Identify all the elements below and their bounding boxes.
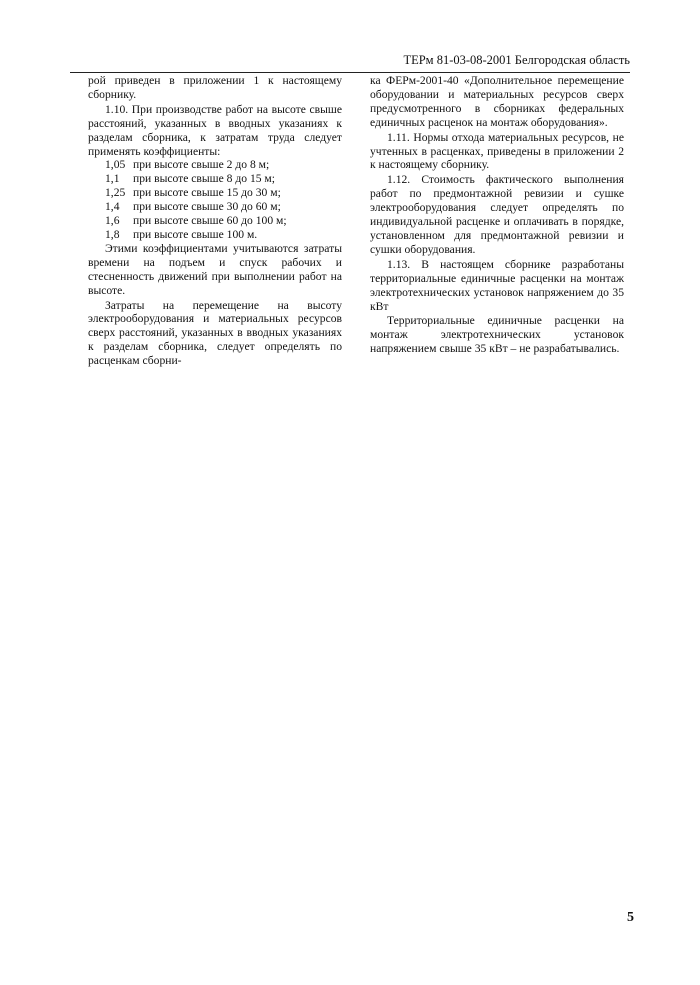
coefficient-text: при высоте свыше 60 до 100 м;	[133, 214, 287, 228]
running-header	[70, 52, 630, 73]
coefficient-text: при высоте свыше 15 до 30 м;	[133, 186, 281, 200]
coefficient-value: 1,1	[105, 172, 120, 186]
coefficient-text: при высоте свыше 2 до 8 м;	[133, 158, 270, 172]
coefficient-text: при высоте свыше 8 до 15 м;	[133, 172, 275, 186]
coefficient-item	[88, 158, 342, 172]
document-title: ТЕРм 81-03-08-2001 Белгородская область	[403, 53, 630, 67]
coefficient-list	[88, 158, 342, 241]
coefficient-text: при высоте свыше 30 до 60 м;	[133, 200, 281, 214]
paragraph-1-13: 1.13. В настоящем сборнике разработаны территориальные единичные расценки на монтаж электротехнических установок напряжением до 35 кВт	[370, 257, 624, 313]
coefficient-text: при высоте свыше 100 м.	[133, 227, 258, 241]
coefficient-value: 1,4	[105, 200, 120, 214]
coefficient-value: 1,05	[105, 158, 126, 172]
paragraph-intro: рой приведен в приложении 1 к настоящему сборнику.	[88, 74, 342, 101]
left-column	[88, 74, 342, 368]
paragraph-final: Территориальные единичные расценки на монтаж электротехнических установок напряжением свыше 35 кВт – не разрабатывались.	[370, 314, 624, 356]
coefficient-item	[88, 172, 342, 186]
coefficient-item	[88, 186, 342, 200]
coefficient-value: 1,8	[105, 227, 120, 241]
coefficient-item	[88, 214, 342, 228]
paragraph-transport: Затраты на перемещение на высоту электрооборудования и материальных ресурсов сверх расстояний, указанных в вводных указаниях к разделам сборника, следует определять по расценкам сборни-	[88, 298, 342, 368]
coefficient-item	[88, 228, 342, 242]
coefficient-value: 1,25	[105, 186, 126, 200]
coefficient-value: 1,6	[105, 214, 120, 228]
paragraph-continuation: ка ФЕРм-2001-40 «Дополнительное перемещение оборудовании и материальных ресурсов сверх предусмотренного в сборниках федеральных единичных расценок на монтаж оборудования».	[370, 74, 624, 129]
paragraph-1-10: 1.10. При производстве работ на высоте свыше расстояний, указанных в вводных указаниях к разделам сборника, к затратам труда следует применять коэффициенты:	[88, 102, 342, 158]
page-number: 5	[627, 910, 634, 925]
paragraph-1-12: 1.12. Стоимость фактического выполнения работ по предмонтажной ревизии и сушке электрооборудования следует определять по индивидуальной расценке и оплачивать в порядке, установленном для предмонтажной ревизии и сушки оборудования.	[370, 173, 624, 256]
coefficient-item	[88, 200, 342, 214]
paragraph-1-11: 1.11. Нормы отхода материальных ресурсов, не учтенных в расценках, приведены в приложении 2 к настоящему сборнику.	[370, 130, 624, 172]
paragraph-coefficient-note: Этими коэффициентами учитываются затраты времени на подъем и спуск рабочих и стесненность движений при выполнении работ на высоте.	[88, 241, 342, 297]
right-column	[370, 74, 624, 356]
